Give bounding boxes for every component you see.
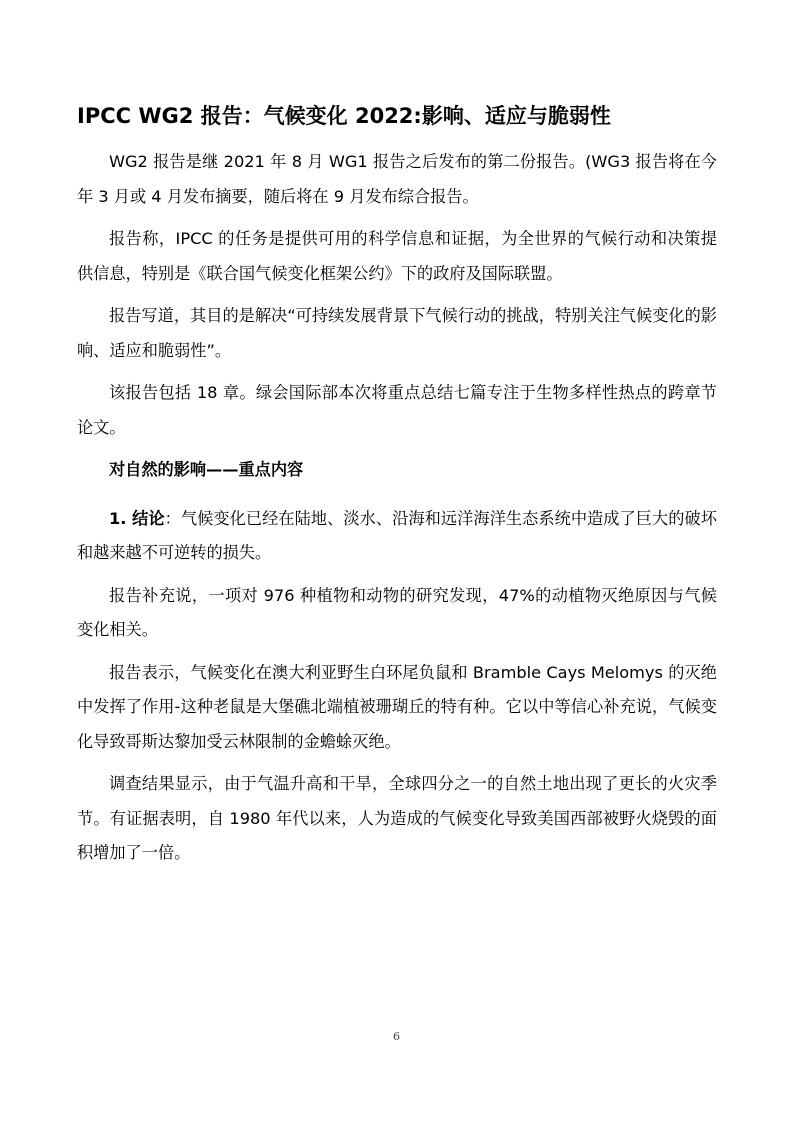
paragraph-extinction-study: 报告补充说，一项对 976 种植物和动物的研究发现，47%的动植物灭绝原因与气候变化相关。 [77, 585, 717, 639]
paragraph-chapters: 该报告包括 18 章。绿会国际部本次将重点总结七篇专注于生物多样性热点的跨章节论文。 [77, 383, 717, 437]
paragraph-conclusion [77, 502, 717, 571]
page-number: 6 [393, 1030, 400, 1043]
paragraph-wg2-intro: WG2 报告是继 2021 年 8 月 WG1 报告之后发布的第二份报告。(WG3 报告将在今年 3 月或 4 月发布摘要，随后将在 9 月发布综合报告。 [77, 152, 717, 206]
paragraph-extinction-examples: 报告表示，气候变化在澳大利亚野生白环尾负鼠和 Bramble Cays Melomys 的灭绝中发挥了作用-这种老鼠是大堡礁北端植被珊瑚丘的特有种。它以中等信心补充说，气候变化导致哥斯达黎加受云林限制的金蟾蜍灭绝。 [77, 662, 717, 751]
document-title: IPCC WG2 报告：气候变化 2022:影响、适应与脆弱性 [77, 104, 611, 128]
paragraph-ipcc-mission: 报告称，IPCC 的任务是提供可用的科学信息和证据，为全世界的气候行动和决策提供信息，特别是《联合国气候变化框架公约》下的政府及国际联盟。 [77, 229, 717, 283]
conclusion-lead: 1. 结论 [109, 508, 165, 528]
document-body [77, 145, 717, 879]
paragraph-fire-season: 调查结果显示，由于气温升高和干旱，全球四分之一的自然土地出现了更长的火灾季节。有证据表明，自 1980 年代以来，人为造成的气候变化导致美国西部被野火烧毁的面积增加了一倍。 [77, 774, 717, 862]
conclusion-text: ：气候变化已经在陆地、淡水、沿海和远洋海洋生态系统中造成了巨大的破坏和越来越不可逆转的损失。 [77, 508, 717, 562]
section-heading: 对自然的影响——重点内容 [109, 460, 304, 479]
paragraph-report-purpose: 报告写道，其目的是解决“可持续发展背景下气候行动的挑战，特别关注气候变化的影响、适应和脆弱性”。 [77, 306, 717, 360]
